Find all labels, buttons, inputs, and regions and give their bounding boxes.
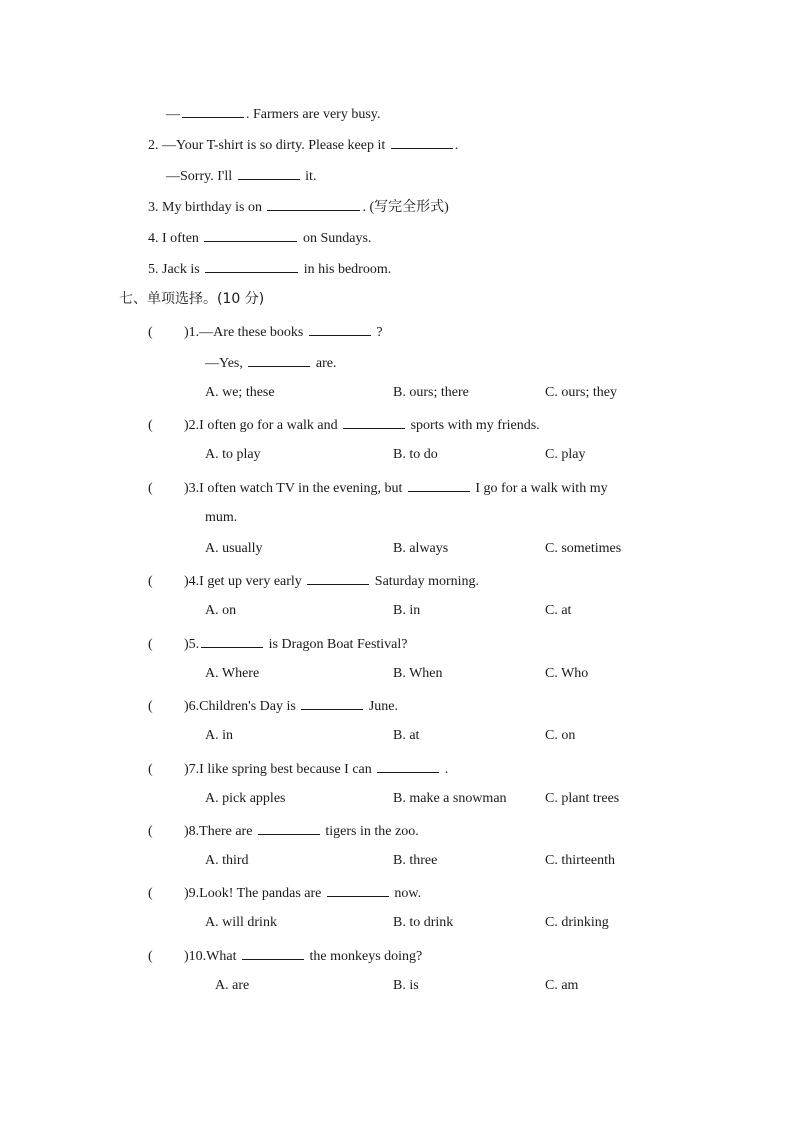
question-text: I often watch TV in the evening, but	[199, 481, 406, 496]
answer-paren[interactable]: (	[148, 886, 153, 901]
question-text: There are	[199, 824, 256, 839]
answer-paren[interactable]: (	[148, 481, 153, 496]
section-heading: 七、单项选择。(10 分)	[119, 291, 265, 307]
option-a[interactable]: A. are	[215, 978, 250, 993]
answer-blank[interactable]	[391, 135, 453, 149]
question-stem	[148, 322, 383, 342]
question-number: )5.	[184, 637, 200, 652]
option-c[interactable]: C. Who	[545, 666, 589, 681]
answer-paren[interactable]: (	[148, 699, 153, 714]
question-number: )4.	[184, 574, 200, 589]
answer-paren[interactable]: (	[148, 637, 153, 652]
option-a[interactable]: A. third	[205, 853, 249, 868]
question-text: now.	[390, 886, 422, 901]
option-c[interactable]: C. sometimes	[545, 541, 622, 556]
question-number: )10.	[184, 949, 207, 964]
option-b[interactable]: B. ours; there	[393, 385, 469, 400]
question-stem	[148, 571, 479, 591]
option-b[interactable]: B. is	[393, 978, 419, 993]
question-stem	[148, 883, 421, 903]
option-b[interactable]: B. always	[393, 541, 449, 556]
option-a[interactable]: A. to play	[205, 447, 261, 462]
question-text: —Are these books	[199, 325, 307, 340]
question-stem	[148, 478, 608, 498]
option-a[interactable]: A. on	[205, 603, 237, 618]
option-a[interactable]: A. Where	[205, 666, 260, 681]
answer-blank[interactable]	[242, 946, 304, 960]
option-c[interactable]: C. ours; they	[545, 385, 617, 400]
question-text: are.	[312, 356, 337, 371]
question-stem	[148, 696, 398, 716]
question-stem	[148, 946, 422, 966]
fill-q3: 3. My birthday is on . (写完全形式)	[148, 197, 449, 217]
answer-blank[interactable]	[301, 696, 363, 710]
option-c[interactable]: C. on	[545, 728, 576, 743]
answer-blank[interactable]	[205, 259, 298, 273]
answer-paren[interactable]: (	[148, 574, 153, 589]
answer-blank[interactable]	[377, 759, 439, 773]
question-text: I go for a walk with my	[471, 481, 608, 496]
answer-blank[interactable]	[182, 104, 244, 118]
option-b[interactable]: B. When	[393, 666, 443, 681]
answer-blank[interactable]	[258, 821, 320, 835]
question-number: )9.	[184, 886, 200, 901]
question-number: )1.	[184, 325, 200, 340]
question-text: Look! The pandas are	[199, 886, 325, 901]
question-stem	[148, 634, 407, 654]
option-c[interactable]: C. am	[545, 978, 579, 993]
question-stem	[148, 415, 540, 435]
answer-paren[interactable]: (	[148, 325, 153, 340]
answer-paren[interactable]: (	[148, 418, 153, 433]
question-text: What	[206, 949, 240, 964]
question-number: )3.	[184, 481, 200, 496]
option-b[interactable]: B. to do	[393, 447, 438, 462]
option-c[interactable]: C. drinking	[545, 915, 609, 930]
answer-paren[interactable]: (	[148, 762, 153, 777]
option-c[interactable]: C. plant trees	[545, 791, 620, 806]
question-text: I like spring best because I can	[199, 762, 376, 777]
option-b[interactable]: B. at	[393, 728, 420, 743]
question-number: )7.	[184, 762, 200, 777]
option-c[interactable]: C. play	[545, 447, 586, 462]
option-a[interactable]: A. will drink	[205, 915, 277, 930]
answer-blank[interactable]	[307, 571, 369, 585]
answer-blank[interactable]	[248, 353, 310, 367]
answer-blank[interactable]	[309, 322, 371, 336]
question-text: June.	[365, 699, 398, 714]
option-b[interactable]: B. make a snowman	[393, 791, 507, 806]
question-number: )6.	[184, 699, 200, 714]
answer-paren[interactable]: (	[148, 824, 153, 839]
answer-blank[interactable]	[238, 166, 300, 180]
option-a[interactable]: A. pick apples	[205, 791, 286, 806]
question-wrap-text: mum.	[205, 510, 238, 525]
answer-blank[interactable]	[327, 883, 389, 897]
question-number: )8.	[184, 824, 200, 839]
option-c[interactable]: C. at	[545, 603, 572, 618]
answer-paren[interactable]: (	[148, 949, 153, 964]
answer-blank[interactable]	[267, 197, 360, 211]
question-text: I often go for a walk and	[199, 418, 342, 433]
question-text: the monkeys doing?	[306, 949, 423, 964]
question-text: Children's Day is	[199, 699, 300, 714]
option-a[interactable]: A. usually	[205, 541, 263, 556]
question-reply	[205, 353, 336, 373]
question-text: is Dragon Boat Festival?	[265, 637, 408, 652]
option-b[interactable]: B. three	[393, 853, 438, 868]
answer-blank[interactable]	[201, 634, 263, 648]
option-b[interactable]: B. in	[393, 603, 421, 618]
question-stem	[148, 759, 448, 779]
question-text: Saturday morning.	[371, 574, 480, 589]
option-a[interactable]: A. we; these	[205, 385, 275, 400]
fill-line-farmers: — . Farmers are very busy.	[166, 104, 380, 124]
question-text: tigers in the zoo.	[321, 824, 419, 839]
question-number: )2.	[184, 418, 200, 433]
answer-blank[interactable]	[343, 415, 405, 429]
fill-q5: 5. Jack is in his bedroom.	[148, 259, 391, 279]
fill-q2: 2. —Your T-shirt is so dirty. Please keep it .	[148, 135, 458, 155]
question-text: —Yes,	[205, 356, 247, 371]
answer-blank[interactable]	[204, 228, 297, 242]
option-a[interactable]: A. in	[205, 728, 233, 743]
option-b[interactable]: B. to drink	[393, 915, 454, 930]
answer-blank[interactable]	[408, 478, 470, 492]
question-stem	[148, 821, 419, 841]
question-text: I get up very early	[199, 574, 306, 589]
fill-q2-reply: —Sorry. I'll it.	[166, 166, 316, 186]
question-text: sports with my friends.	[407, 418, 540, 433]
question-text: .	[441, 762, 449, 777]
question-text: ?	[372, 325, 383, 340]
fill-q4: 4. I often on Sundays.	[148, 228, 371, 248]
option-c[interactable]: C. thirteenth	[545, 853, 615, 868]
